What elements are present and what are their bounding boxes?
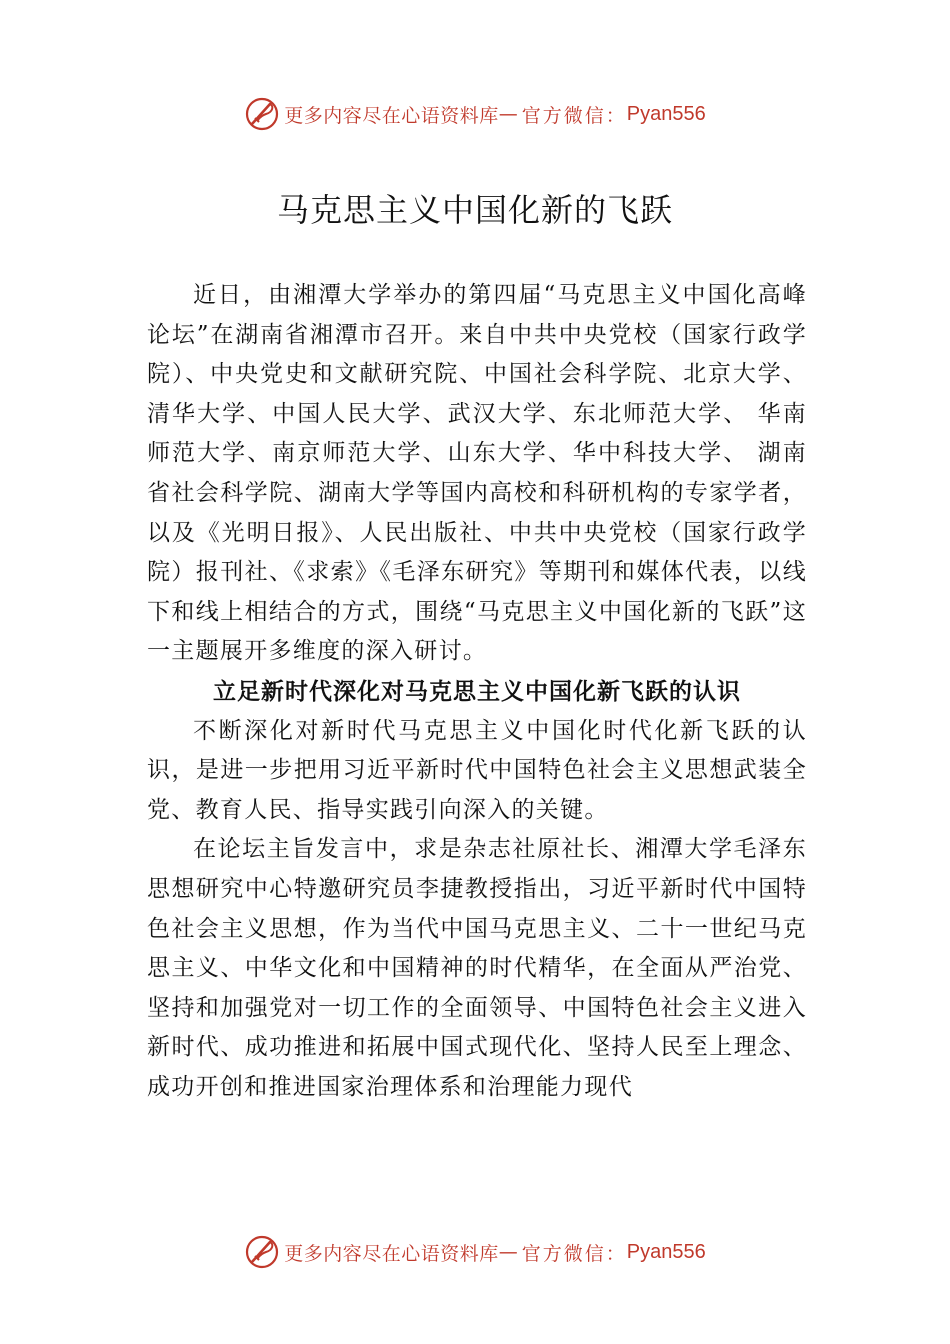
- banner-separator: —: [498, 1241, 518, 1263]
- banner-slogan: 更多内容尽在心语资料库: [284, 1242, 499, 1265]
- intro-paragraph: 近日，由湘潭大学举办的第四届“马克思主义中国化高峰论坛”在湖南省湘潭市召开。来自中共中央党校（国家行政学院）、中央党史和文献研究院、中国社会科学院、北京大学、清华大学、中国人民大学、武汉大学、东北师范大学、 华南师范大学、南京师范大学、山东大学、华中科技大学、 湖南省社会科学院、湖南大学等国内高校和科研机构的专家学者，以及《光明日报》、人民出版社、中共中央党校（国家行政学院）报刊社、《求索》《毛泽东研究》等期刊和媒体代表，以线下和线上相结合的方式，围绕“马克思主义中国化新的飞跃”这一主题展开多维度的深入研讨。: [147, 282, 807, 665]
- document-title: 马克思主义中国化新的飞跃: [276, 191, 673, 229]
- section-paragraph-1: 不断深化对新时代马克思主义中国化时代化新飞跃的认识，是进一步把用习近平新时代中国特色社会主义思想武装全党、教育人民、指导实践引向深入的关键。: [147, 717, 807, 823]
- banner-wechat-id: Pyan556: [626, 1240, 706, 1263]
- quill-pen-icon: [244, 96, 280, 132]
- section-paragraph-2: 在论坛主旨发言中，求是杂志社原社长、湘潭大学毛泽东思想研究中心特邀研究员李捷教授指出，习近平新时代中国特色社会主义思想，作为当代中国马克思主义、二十一世纪马克思主义、中华文化和中国精神的时代精华，在全面从严治党、坚持和加强党对一切工作的全面领导、中国特色社会主义进入新时代、成功推进和拓展中国式现代化、坚持人民至上理念、成功开创和推进国家治理体系和治理能力现代: [147, 836, 807, 1100]
- footer-watermark-banner: [0, 1230, 950, 1274]
- banner-slogan: 更多内容尽在心语资料库: [284, 104, 499, 127]
- banner-separator: —: [498, 103, 518, 125]
- banner-wechat-label: 官方微信：: [521, 104, 627, 127]
- section-heading: 立足新时代深化对马克思主义中国化新飞跃的认识: [213, 677, 741, 705]
- header-watermark-banner: [0, 92, 950, 136]
- banner-wechat-id: Pyan556: [626, 102, 706, 125]
- document-body: [147, 276, 807, 1107]
- banner-wechat-label: 官方微信：: [521, 1242, 627, 1265]
- quill-pen-icon: [244, 1234, 280, 1270]
